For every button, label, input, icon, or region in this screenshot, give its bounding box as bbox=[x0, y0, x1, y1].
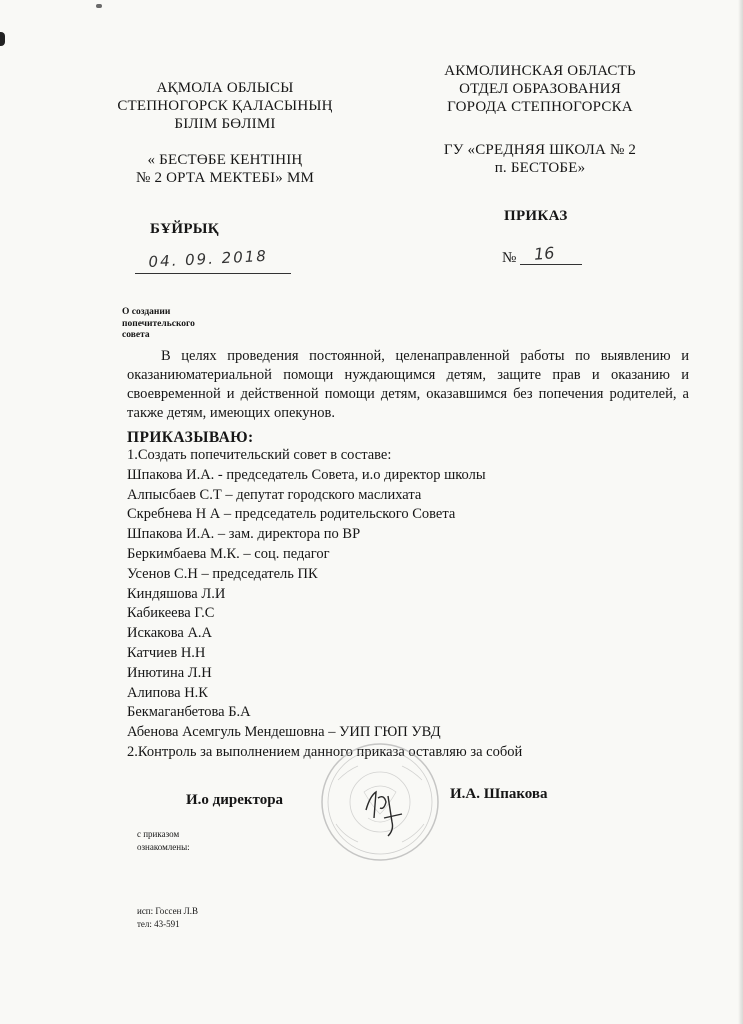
list-item: Шпакова И.А. – зам. директора по ВР bbox=[127, 526, 361, 543]
scan-edge-shadow bbox=[738, 0, 743, 1024]
header-right-department bbox=[405, 62, 675, 116]
list-item: Скребнева Н А – председатель родительского Совета bbox=[127, 506, 456, 523]
list-item: Бекмаганбетова Б.А bbox=[127, 704, 251, 721]
header-line: БІЛІМ БӨЛІМІ bbox=[174, 116, 276, 132]
header-line: АКМОЛИНСКАЯ ОБЛАСТЬ bbox=[444, 63, 636, 79]
subject-line: совета bbox=[122, 330, 150, 340]
subject-line: О создании bbox=[122, 307, 171, 317]
header-line: ГУ «СРЕДНЯЯ ШКОЛА № 2 bbox=[443, 142, 637, 158]
list-item: Алипова Н.К bbox=[127, 684, 208, 701]
order-date: 04. 09. 2018 bbox=[148, 246, 269, 271]
list-item: 1.Создать попечительский совет в составе: bbox=[127, 447, 392, 463]
executor-info bbox=[137, 905, 198, 931]
decree-heading: ПРИКАЗЫВАЮ: bbox=[127, 429, 254, 446]
header-line: СТЕПНОГОРСК ҚАЛАСЫНЫҢ bbox=[117, 98, 333, 114]
order-preamble bbox=[127, 347, 689, 423]
header-line: ОТДЕЛ ОБРАЗОВАНИЯ bbox=[459, 81, 621, 97]
list-item: Шпакова И.А. - председатель Совета, и.о директор школы bbox=[127, 466, 486, 483]
list-item: Беркимбаева М.К. – соц. педагог bbox=[127, 545, 330, 562]
ack-line: с приказом bbox=[137, 829, 180, 839]
subject-line: попечительского bbox=[122, 318, 195, 329]
list-item: Алпысбаев С.Т – депутат городского маслихата bbox=[127, 486, 422, 503]
header-line: № 2 ОРТА МЕКТЕБІ» ММ bbox=[135, 170, 315, 186]
list-item: Абенова Асемгуль Мендешовна – УИП ГЮП УВД bbox=[127, 724, 441, 741]
official-stamp-seal bbox=[318, 740, 442, 864]
list-item: Усенов С.Н – председатель ПК bbox=[127, 565, 318, 582]
executor-phone: тел: 43-591 bbox=[137, 919, 180, 929]
list-item: Киндяшова Л.И bbox=[127, 585, 226, 602]
scan-artifact bbox=[96, 4, 102, 8]
header-left-school bbox=[100, 151, 350, 187]
executor-name: исп: Госсен Л.В bbox=[137, 906, 199, 916]
order-title-ru: ПРИКАЗ bbox=[504, 208, 568, 224]
preamble-text: В целях проведения постоянной, целенаправленной работы по выявлению и оказаниюматериальной помощи нуждающимся детям, защите прав и оказанию и своевременной и действенной помощи детям, оказавшимся без попечения родителей, а также детям, имеющих опекунов. bbox=[127, 348, 689, 421]
list-item: 2.Контроль за выполнением данного приказа оставляю за собой bbox=[127, 743, 523, 760]
list-item: Инютина Л.Н bbox=[127, 664, 212, 681]
scan-artifact bbox=[0, 32, 5, 46]
number-sign: № bbox=[502, 250, 517, 266]
acknowledgement-note bbox=[137, 828, 190, 854]
number-line bbox=[520, 243, 582, 265]
order-date-field bbox=[135, 246, 291, 274]
header-left-department bbox=[100, 79, 350, 133]
header-line: ГОРОДА СТЕПНОГОРСКА bbox=[447, 99, 633, 115]
order-title-kz: БҰЙРЫҚ bbox=[150, 221, 219, 237]
header-line: АҚМОЛА ОБЛЫСЫ bbox=[156, 80, 294, 96]
signature-name: И.А. Шпакова bbox=[450, 786, 548, 802]
header-line: п. БЕСТОБЕ» bbox=[494, 160, 586, 176]
header-line: « БЕСТӨБЕ КЕНТІНІҢ bbox=[147, 152, 303, 168]
list-item: Искакова А.А bbox=[127, 625, 213, 642]
order-subject bbox=[122, 307, 195, 342]
header-right-school bbox=[405, 141, 675, 177]
list-item: Кабикеева Г.С bbox=[127, 605, 215, 622]
order-number-field bbox=[502, 244, 588, 266]
signature-position: И.о директора bbox=[186, 792, 284, 808]
ack-line: ознакомлены: bbox=[137, 842, 190, 852]
signature-scribble bbox=[366, 792, 402, 836]
list-item: Катчиев Н.Н bbox=[127, 644, 206, 661]
order-number: 16 bbox=[533, 243, 555, 264]
order-items-list bbox=[127, 446, 522, 763]
